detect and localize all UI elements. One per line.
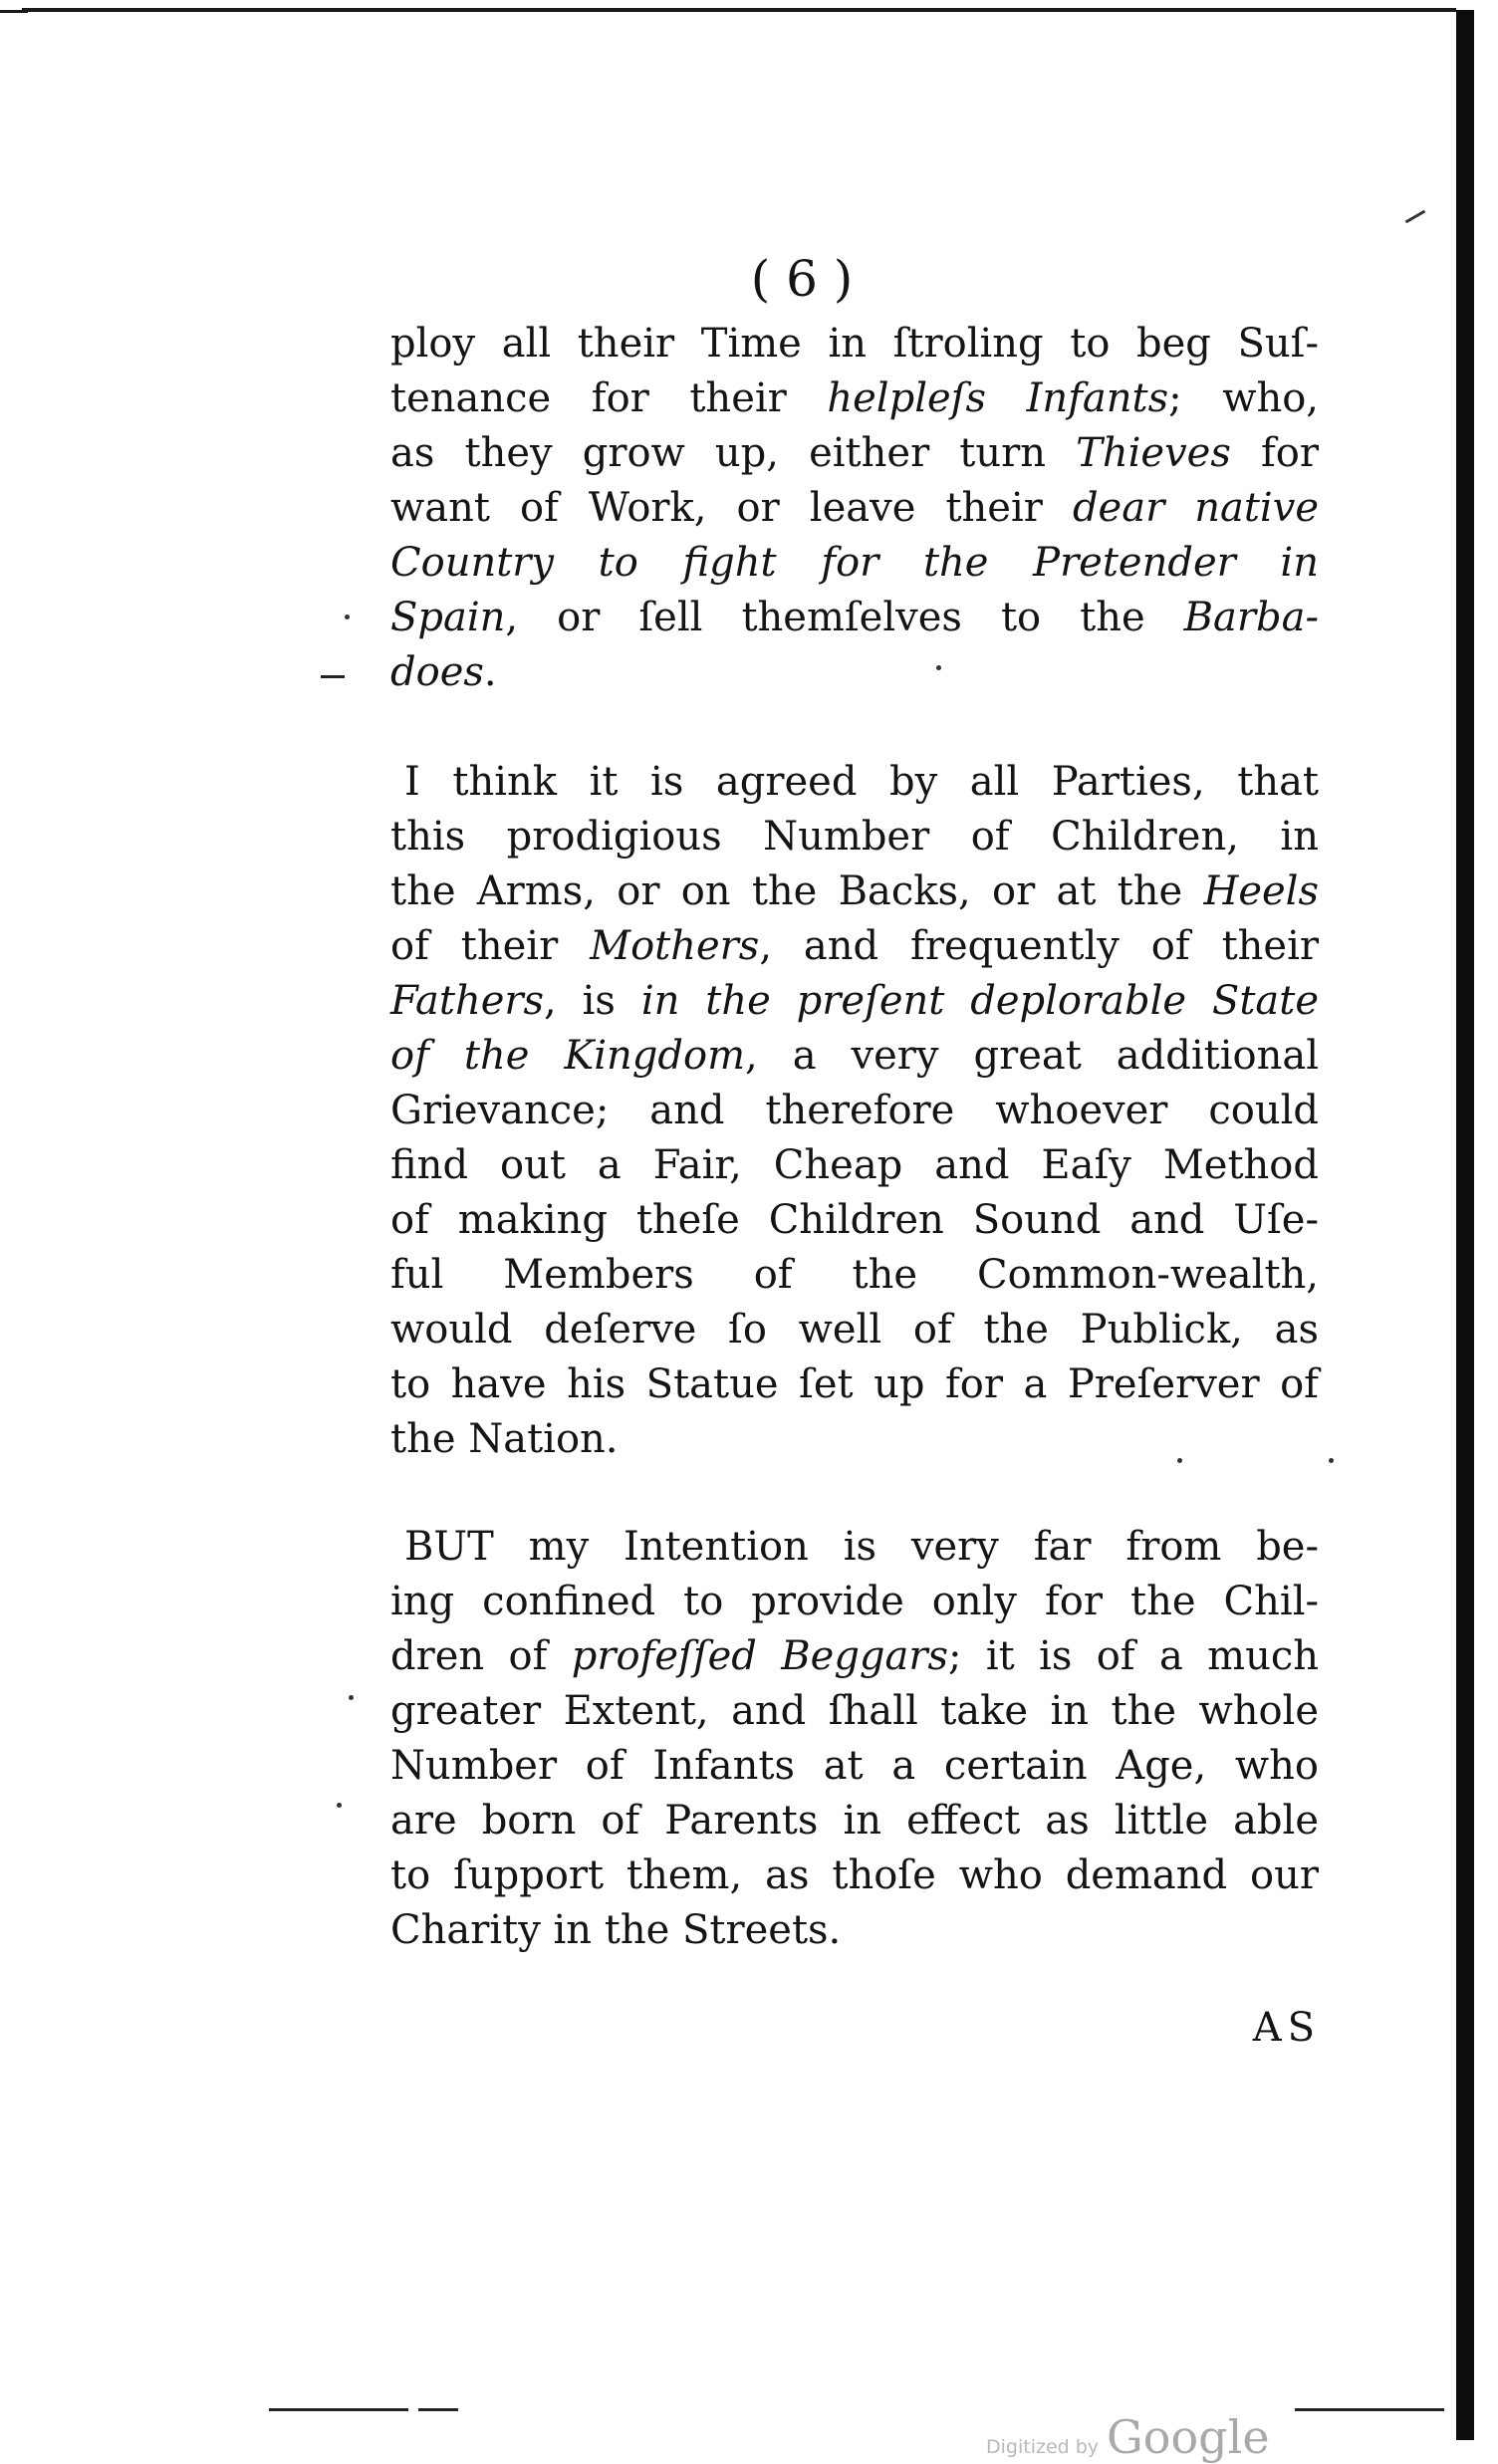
text-line <box>390 1684 1319 1739</box>
scan-top-edge <box>22 8 1456 12</box>
line-text: to ſupport them, as thoſe who demand our <box>390 1852 1319 1898</box>
line-text: of their <box>390 923 591 969</box>
line-text: greater Extent, and ſhall take in the whole <box>390 1688 1319 1734</box>
text-line <box>390 1084 1319 1138</box>
line-text: ful Members of the Common-wealth, <box>390 1252 1319 1298</box>
italic-text: in the preſent deplorable State <box>640 978 1319 1024</box>
line-text: Charity in the Streets. <box>390 1907 842 1953</box>
scan-mark <box>321 675 345 678</box>
text-line <box>390 810 1319 864</box>
text-line <box>390 1575 1319 1629</box>
google-logo: Google <box>1107 2410 1270 2464</box>
paragraph-1 <box>390 317 1319 700</box>
text-line <box>390 1138 1319 1193</box>
catchword: AS <box>1252 2005 1321 2051</box>
line-text: ; who, <box>1168 375 1320 421</box>
text-line <box>390 1739 1319 1794</box>
text-line <box>390 426 1319 481</box>
scan-bottom-edge <box>269 2408 408 2411</box>
line-text: , and frequently of their <box>759 923 1319 969</box>
text-line <box>390 1412 1319 1467</box>
text-line <box>390 1794 1319 1848</box>
text-line <box>390 1029 1319 1084</box>
italic-text: Spain <box>390 595 506 640</box>
italic-text: Country to fight for the Pretender in <box>390 540 1319 586</box>
text-line <box>390 481 1319 536</box>
line-text: the Nation. <box>390 1416 619 1462</box>
line-text: as they grow up, either turn <box>390 430 1077 476</box>
text-line <box>390 317 1319 371</box>
text-line <box>390 645 1319 700</box>
italic-text: Fathers <box>390 978 545 1024</box>
text-line <box>390 1303 1319 1357</box>
text-line <box>390 974 1319 1029</box>
italic-text: does <box>390 649 484 695</box>
line-text: , is <box>544 978 641 1024</box>
line-text: tenance for their <box>390 375 828 421</box>
text-line <box>390 1629 1319 1684</box>
text-line <box>390 919 1319 974</box>
italic-text: Heels <box>1203 868 1319 914</box>
text-line <box>390 1193 1319 1248</box>
scan-mark <box>1405 210 1426 224</box>
text-line <box>390 864 1319 919</box>
line-text: , or ſell themſelves to the <box>505 595 1184 640</box>
line-text: ploy all their Time in ſtroling to beg Suſ- <box>390 321 1319 367</box>
text-line <box>390 1248 1319 1303</box>
line-text: for <box>1230 430 1319 476</box>
text-line <box>390 755 1319 810</box>
line-text: want of Work, or leave their <box>390 485 1073 531</box>
line-text: I think it is agreed by all Parties, that <box>404 759 1319 805</box>
line-text: of making theſe Children Sound and Uſe- <box>390 1197 1319 1243</box>
paragraph-3 <box>390 1520 1319 1958</box>
paragraph-2 <box>390 755 1319 1467</box>
line-text: ; it is of a much <box>948 1633 1319 1679</box>
line-text: , a very great additional <box>745 1033 1320 1079</box>
italic-text: profeſſed Beggars <box>571 1633 949 1679</box>
italic-text: Barba- <box>1183 595 1319 640</box>
scan-bottom-edge <box>418 2408 458 2411</box>
text-line <box>390 1357 1319 1412</box>
digitized-watermark <box>986 2410 1285 2462</box>
italic-text: helpleſs Infants <box>827 375 1169 421</box>
line-text: to have his Statue ſet up for a Preſerver of <box>390 1361 1319 1407</box>
line-text: Number of Infants at a certain Age, who <box>390 1743 1319 1789</box>
line-text: Grievance; and therefore whoever could <box>390 1088 1319 1133</box>
text-line <box>390 371 1319 426</box>
scan-binding-edge <box>1456 10 1474 2440</box>
scan-speck <box>337 1803 342 1808</box>
line-text: BUT my Intention is very far from be- <box>404 1524 1319 1570</box>
line-text: this prodigious Number of Children, in <box>390 814 1319 860</box>
line-text: ing confined to provide only for the Chil- <box>390 1579 1319 1624</box>
text-line <box>390 536 1319 591</box>
italic-text: Thieves <box>1076 430 1231 476</box>
line-text: . <box>483 649 497 695</box>
text-line <box>390 591 1319 645</box>
text-line <box>390 1903 1319 1958</box>
line-text: would deſerve ſo well of the Publick, as <box>390 1307 1319 1353</box>
text-line <box>390 1848 1319 1903</box>
scan-speck <box>1329 1458 1334 1463</box>
line-text: dren of <box>390 1633 572 1679</box>
page-number: ( 6 ) <box>750 250 854 308</box>
scan-speck <box>345 615 350 619</box>
line-text: find out a Fair, Cheap and Eaſy Method <box>390 1142 1319 1188</box>
text-line <box>390 1520 1319 1575</box>
italic-text: dear native <box>1072 485 1319 531</box>
scan-bottom-edge <box>1295 2408 1444 2411</box>
scan-speck <box>349 1695 354 1700</box>
italic-text: of the Kingdom <box>390 1033 746 1079</box>
watermark-text: Digitized by <box>986 2436 1100 2458</box>
italic-text: Mothers <box>590 923 760 969</box>
line-text: the Arms, or on the Backs, or at the <box>390 868 1204 914</box>
line-text: are born of Parents in effect as little able <box>390 1798 1319 1844</box>
